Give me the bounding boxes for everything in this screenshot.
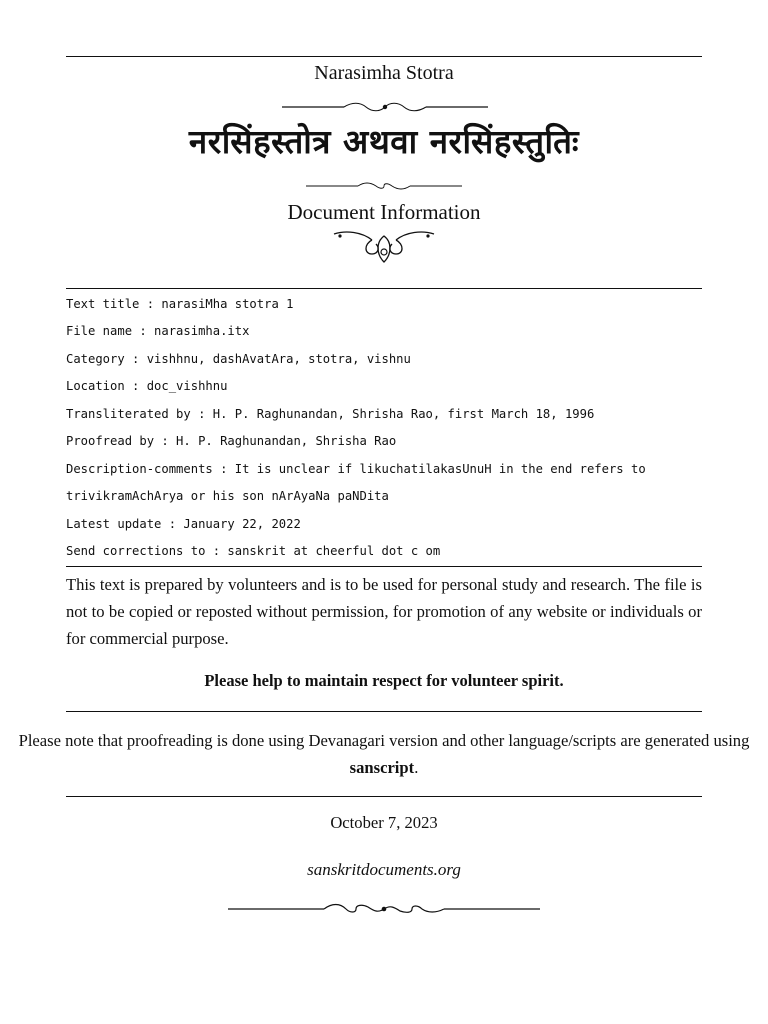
meta-send-corrections: Send corrections to : sanskrit at cheerful dot c om: [66, 544, 441, 558]
document-title: Narasimha Stotra: [314, 62, 454, 84]
website-name: sanskritdocuments.org: [307, 860, 461, 879]
note-bottom-rule: [66, 796, 702, 797]
devanagari-title: नरसिंहस्तोत्र अथवा नरसिंहस्तुतिः: [188, 122, 580, 161]
meta-description: Description-comments : It is unclear if likuchatilakasUnuH in the end refers to: [66, 462, 646, 476]
respect-notice: Please help to maintain respect for volunteer spirit.: [204, 671, 564, 690]
meta-latest-update: Latest update : January 22, 2022: [66, 517, 301, 531]
sanscript-term: sanscript: [349, 758, 415, 777]
footer-flourish-ornament: [228, 901, 540, 917]
scroll-ornament: [332, 226, 436, 266]
note-text: Please note that proofreading is done using Devanagari version and other language/scripts are generated using: [18, 731, 750, 750]
info-bottom-rule: [66, 566, 702, 567]
disclaimer-paragraph: This text is prepared by volunteers and is to be used for personal study and research. The file is not to be copied or reposted without permission, for promotion of any website or individuals or for commercial purpose.: [66, 575, 702, 648]
meta-transliterated-by: Transliterated by : H. P. Raghunandan, Shrisha Rao, first March 18, 1996: [66, 407, 595, 421]
small-flourish-ornament: [306, 180, 462, 192]
top-rule: [66, 56, 702, 57]
meta-location: Location : doc_vishhnu: [66, 379, 228, 393]
meta-text-title: Text title : narasiMha stotra 1: [66, 297, 294, 311]
note-top-rule: [66, 711, 702, 712]
flourish-ornament: [282, 100, 488, 114]
info-top-rule: [66, 288, 702, 289]
note-end: .: [414, 758, 419, 777]
document-date: October 7, 2023: [330, 813, 438, 832]
meta-description-cont: trivikramAchArya or his son nArAyaNa paNDita: [66, 489, 389, 503]
meta-file-name: File name : narasimha.itx: [66, 324, 250, 338]
section-title: Document Information: [287, 200, 481, 224]
meta-category: Category : vishhnu, dashAvatAra, stotra, vishnu: [66, 352, 411, 366]
proofreading-note: [0, 727, 768, 781]
meta-proofread-by: Proofread by : H. P. Raghunandan, Shrisha Rao: [66, 434, 397, 448]
